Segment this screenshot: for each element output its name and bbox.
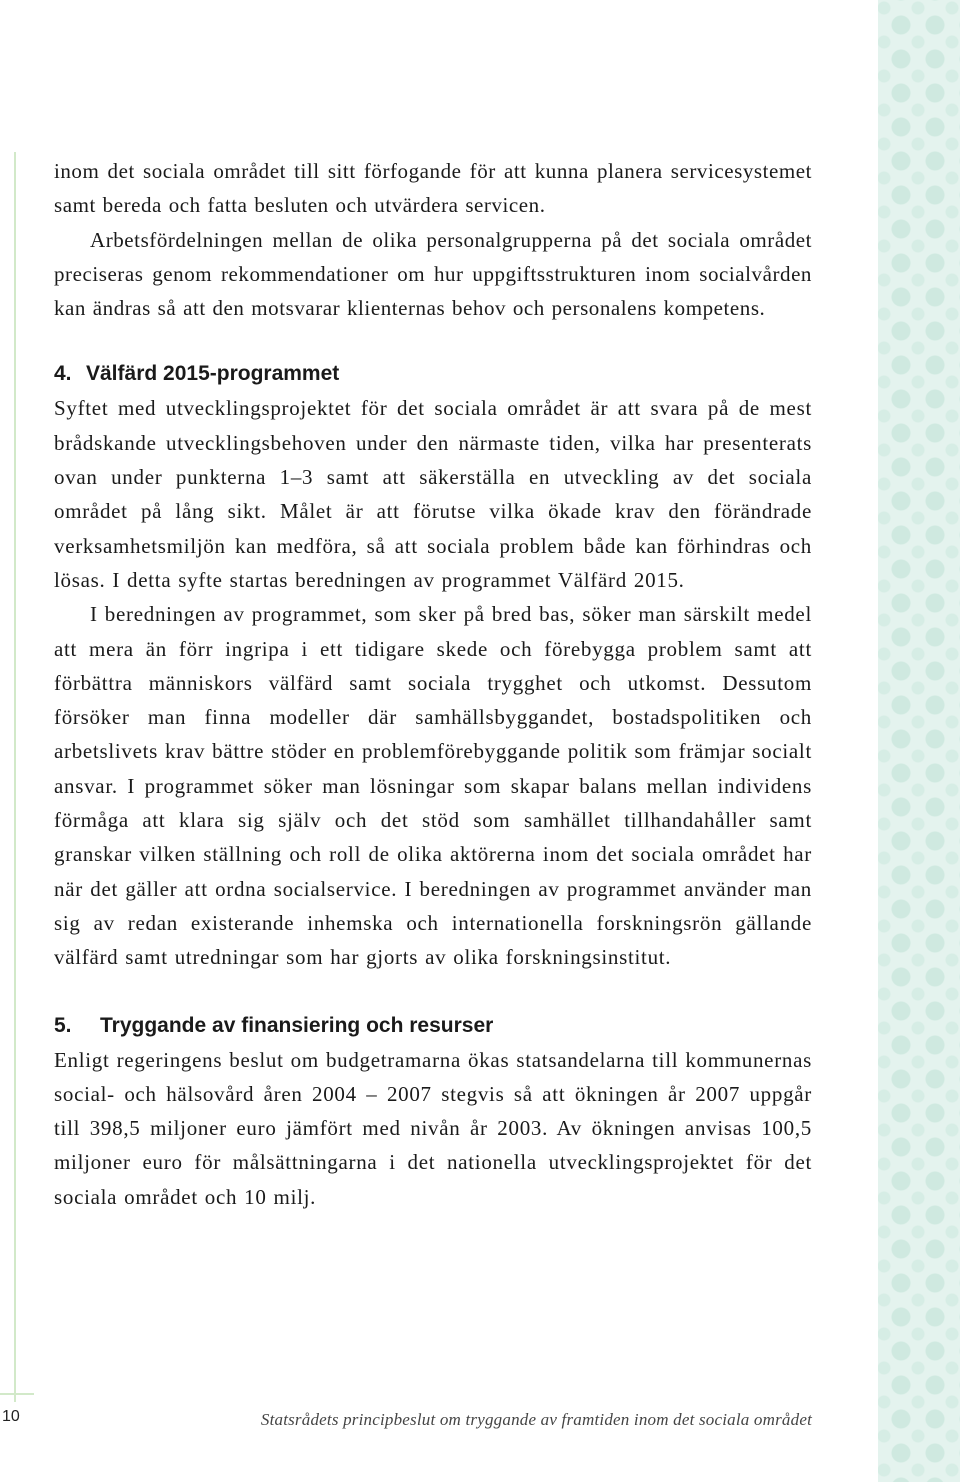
intro-paragraph-1: inom det sociala området till sitt förfogande för att kunna planera servicesystemet samt bereda och fatta besluten och utvärdera servicen. [54,159,812,218]
section-4-paragraph-1: Syftet med utvecklingsprojektet för det sociala området är att svara på de mest brådskande utvecklingsbehoven under den närmaste tiden, vilka har presenterats ovan under punkterna 1–3 samt att säkerställa en utveckling av det sociala området på lång sikt. Målet är att förutse vilka ökade krav den förändrade verksamhetsmiljön kan medföra, så att sociala problem både kan förhindras och lösas. I detta syfte startas beredningen av programmet Välfärd 2015. [54,396,812,592]
page-content [54,154,812,1214]
decorative-side-strip [878,0,960,1482]
section-4-paragraph-2: I beredningen av programmet, som sker på bred bas, söker man särskilt medel att mera än förr ingripa i ett tidigare skede och förebygga problem samt att förbättra människors välfärd samt sociala trygghet och utkomst. Dessutom försöker man finna modeller där samhällsbyggandet, bostadspolitiken och arbetslivets krav bättre stöder en problemförebyggande politik som främjar socialt ansvar. I programmet söker man lösningar som skapar balans mellan individens förmåga att klara sig själv och det stöd som samhället tillhandahåller samt granskar vilken ställning och roll de olika aktörerna inom det sociala området har när det gäller att ordna socialservice. I beredningen av programmet använder man sig av redan existerande inhemska och internationella forskningsrön gällande välfärd samt utredningar som har gjorts av olika forskningsinstitut. [54,602,812,970]
section-5-paragraph-1: Enligt regeringens beslut om budgetramarna ökas statsandelarna till kommunernas social- och hälsovård åren 2004 – 2007 stegvis så att ökningen år 2007 uppgår till 398,5 miljoner euro jämfört med nivån år 2003. Av ökningen anvisas 100,5 miljoner euro för målsättningarna i det nationella utvecklingsprojektet för det sociala området och 10 milj. [54,1047,812,1209]
page-number: 10 [2,1408,20,1425]
section-4-number: 4. [54,362,72,386]
section-5-heading [54,1009,812,1043]
section-4-title: Välfärd 2015-programmet [86,362,340,386]
left-margin-rule [14,152,16,1402]
footer-rule [0,1393,34,1395]
section-4-heading [54,357,812,391]
section-5-number: 5. [54,1013,72,1037]
running-title: Statsrådets principbeslut om tryggande av framtiden inom det sociala området [260,1410,812,1429]
intro-paragraph-2: Arbetsfördelningen mellan de olika personalgrupperna på det sociala området preciseras genom rekommendationer om hur uppgiftsstrukturen inom socialvården kan ändras så att den motsvarar klienternas behov och personalens kompetens. [54,227,812,321]
section-5-title: Tryggande av finansiering och resurser [100,1013,494,1037]
